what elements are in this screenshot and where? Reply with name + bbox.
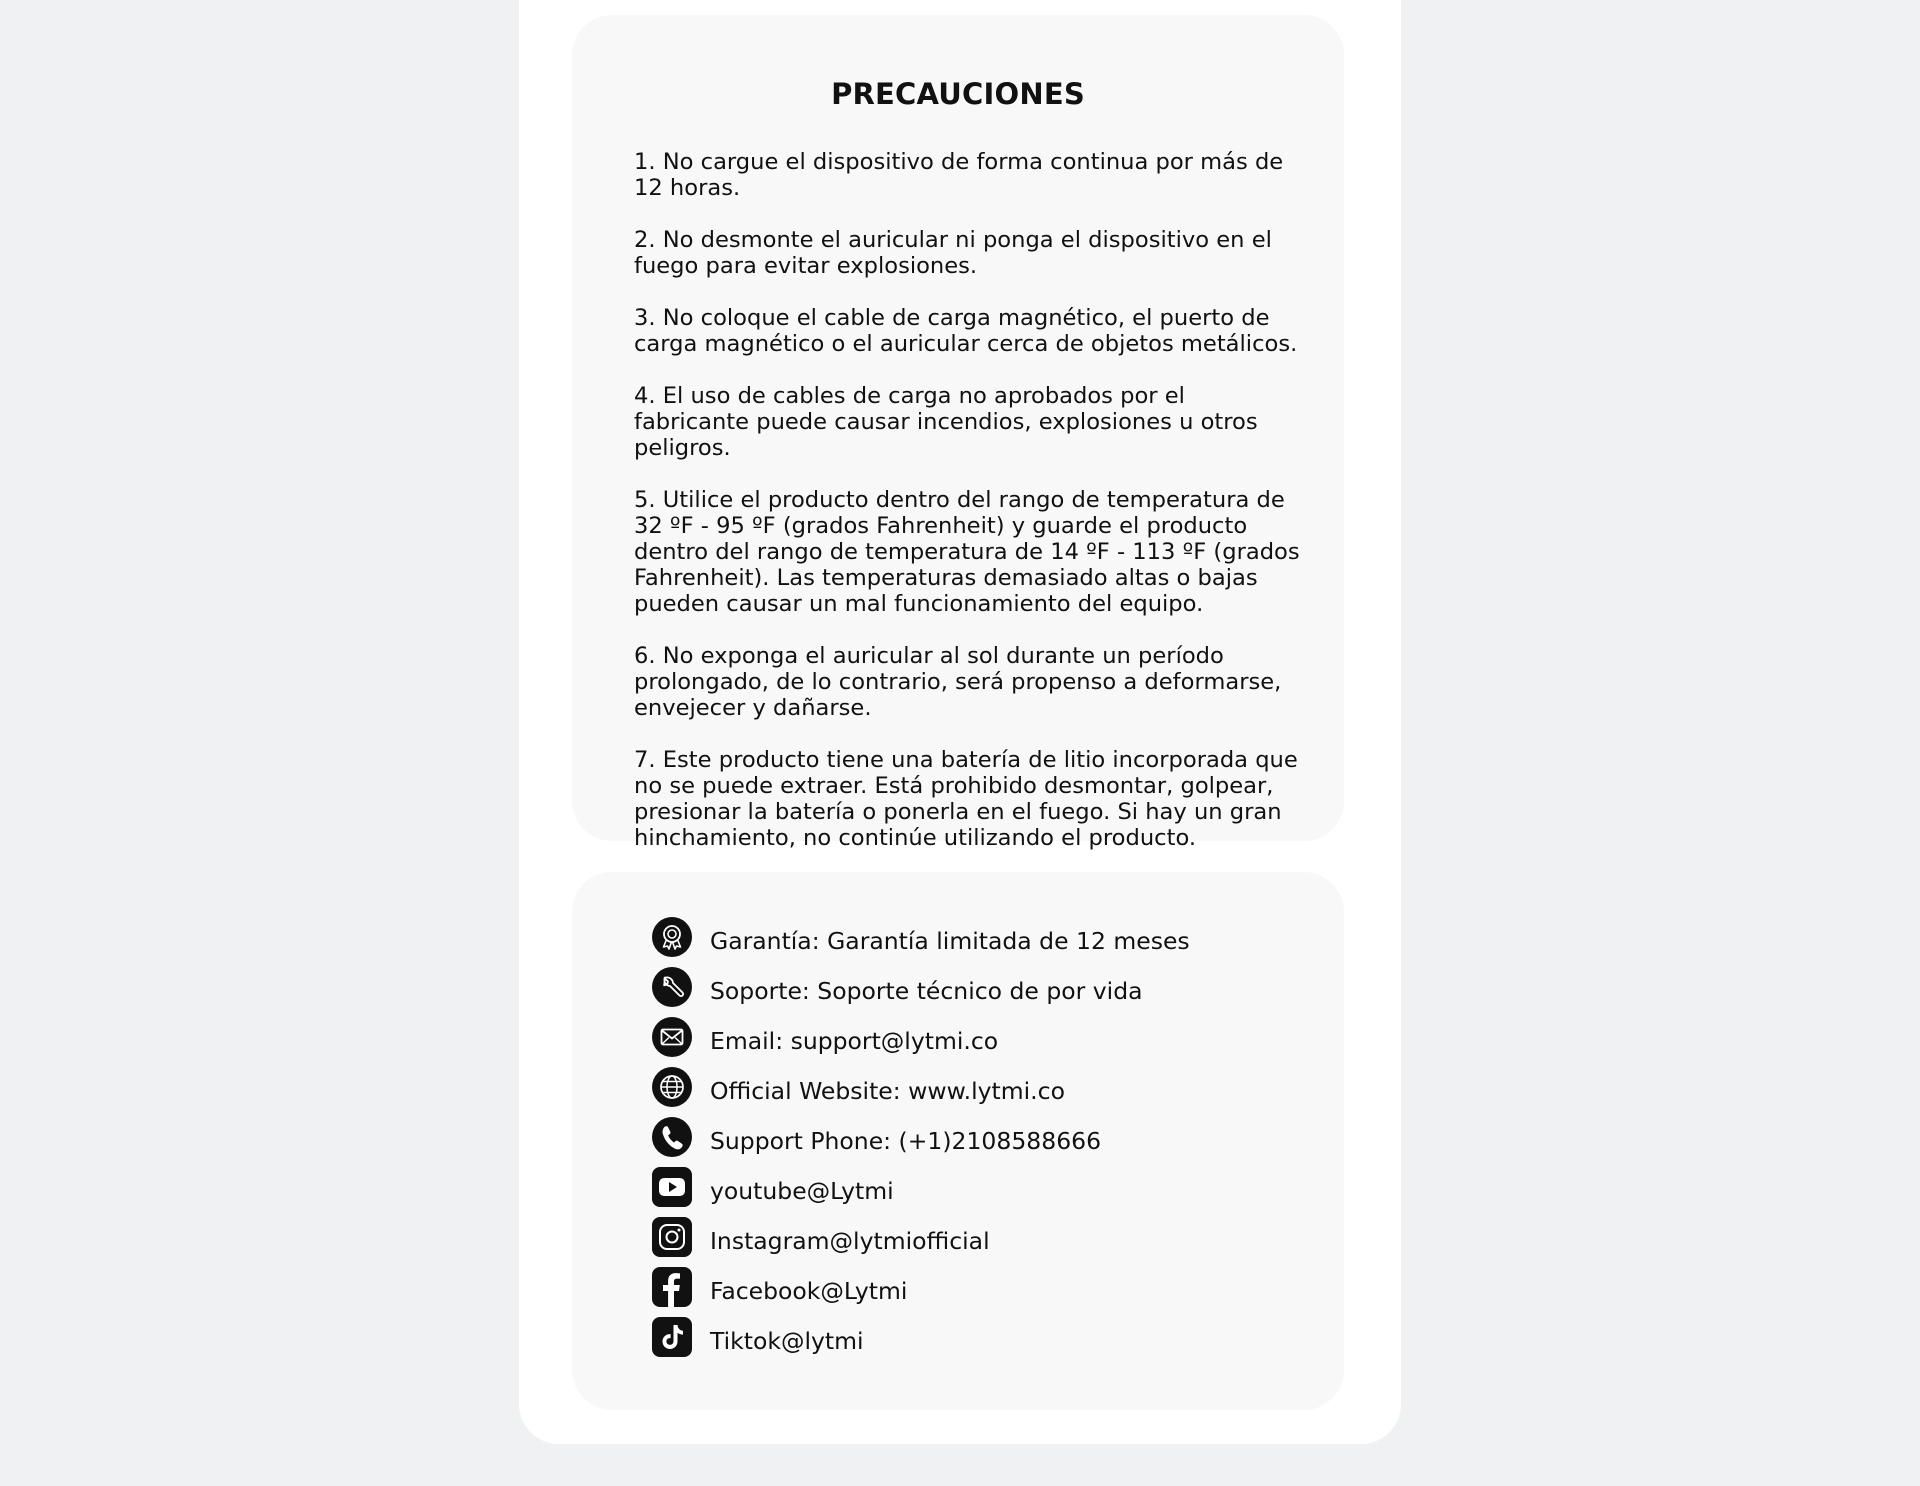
content-card [519,0,1401,1444]
wrench-icon [652,967,692,1007]
youtube-icon [652,1167,692,1207]
support-text: Soporte: Soporte técnico de por vida [710,977,1143,1005]
precaution-item-7: 7. Este producto tiene una batería de litio incorporada que no se puede extraer. Está prohibido desmontar, golpear, presionar la batería o ponerla en el fuego. Si hay un gran hinchamiento, no continúe utilizando el producto. [634,747,1298,851]
precaution-item-3: 3. No coloque el cable de carga magnético, el puerto de carga magnético o el auricular cerca de objetos metálicos. [634,305,1298,357]
contact-row-youtube [652,1162,1304,1212]
precautions-title: PRECAUCIONES [831,77,1085,111]
precautions-list [634,149,1304,877]
contact-row-facebook [652,1262,1304,1312]
tiktok-icon [652,1317,692,1357]
tiktok-text: Tiktok@lytmi [710,1327,864,1355]
globe-icon [652,1067,692,1107]
contact-row-phone [652,1112,1304,1162]
facebook-text: Facebook@Lytmi [710,1277,908,1305]
facebook-icon [652,1267,692,1307]
precautions-panel [572,15,1344,851]
contact-row-support [652,962,1304,1012]
contact-row-instagram [652,1212,1304,1262]
email-text: Email: support@lytmi.co [710,1027,999,1055]
contact-row-warranty [652,912,1304,962]
contact-list [652,912,1304,1362]
contact-row-website [652,1062,1304,1112]
precaution-item-2: 2. No desmonte el auricular ni ponga el dispositivo en el fuego para evitar explosiones. [634,227,1272,279]
warranty-text: Garantía: Garantía limitada de 12 meses [710,927,1190,955]
youtube-text: youtube@Lytmi [710,1177,894,1205]
phone-icon [652,1117,692,1157]
phone-text: Support Phone: (+1)2108588666 [710,1127,1102,1155]
precaution-item-4: 4. El uso de cables de carga no aprobados por el fabricante puede causar incendios, explosiones u otros peligros. [634,383,1258,461]
email-icon [652,1017,692,1057]
precaution-item-6: 6. No exponga el auricular al sol durante un período prolongado, de lo contrario, será propenso a deformarse, envejecer y dañarse. [634,643,1282,721]
instagram-text: Instagram@lytmiofficial [710,1227,990,1255]
precaution-item-1: 1. No cargue el dispositivo de forma continua por más de 12 horas. [634,149,1284,201]
contact-row-email [652,1012,1304,1062]
instagram-icon [652,1217,692,1257]
precaution-item-5: 5. Utilice el producto dentro del rango de temperatura de 32 ºF - 95 ºF (grados Fahrenheit) y guarde el producto dentro del rango de temperatura de 14 ºF - 113 ºF (grados Fahrenheit). Las temperaturas demasiado altas o bajas pueden causar un mal funcionamiento del equipo. [634,487,1300,617]
warranty-icon [652,917,692,957]
contact-row-tiktok [652,1312,1304,1362]
contact-panel [572,872,1344,1410]
website-text: Official Website: www.lytmi.co [710,1077,1065,1105]
